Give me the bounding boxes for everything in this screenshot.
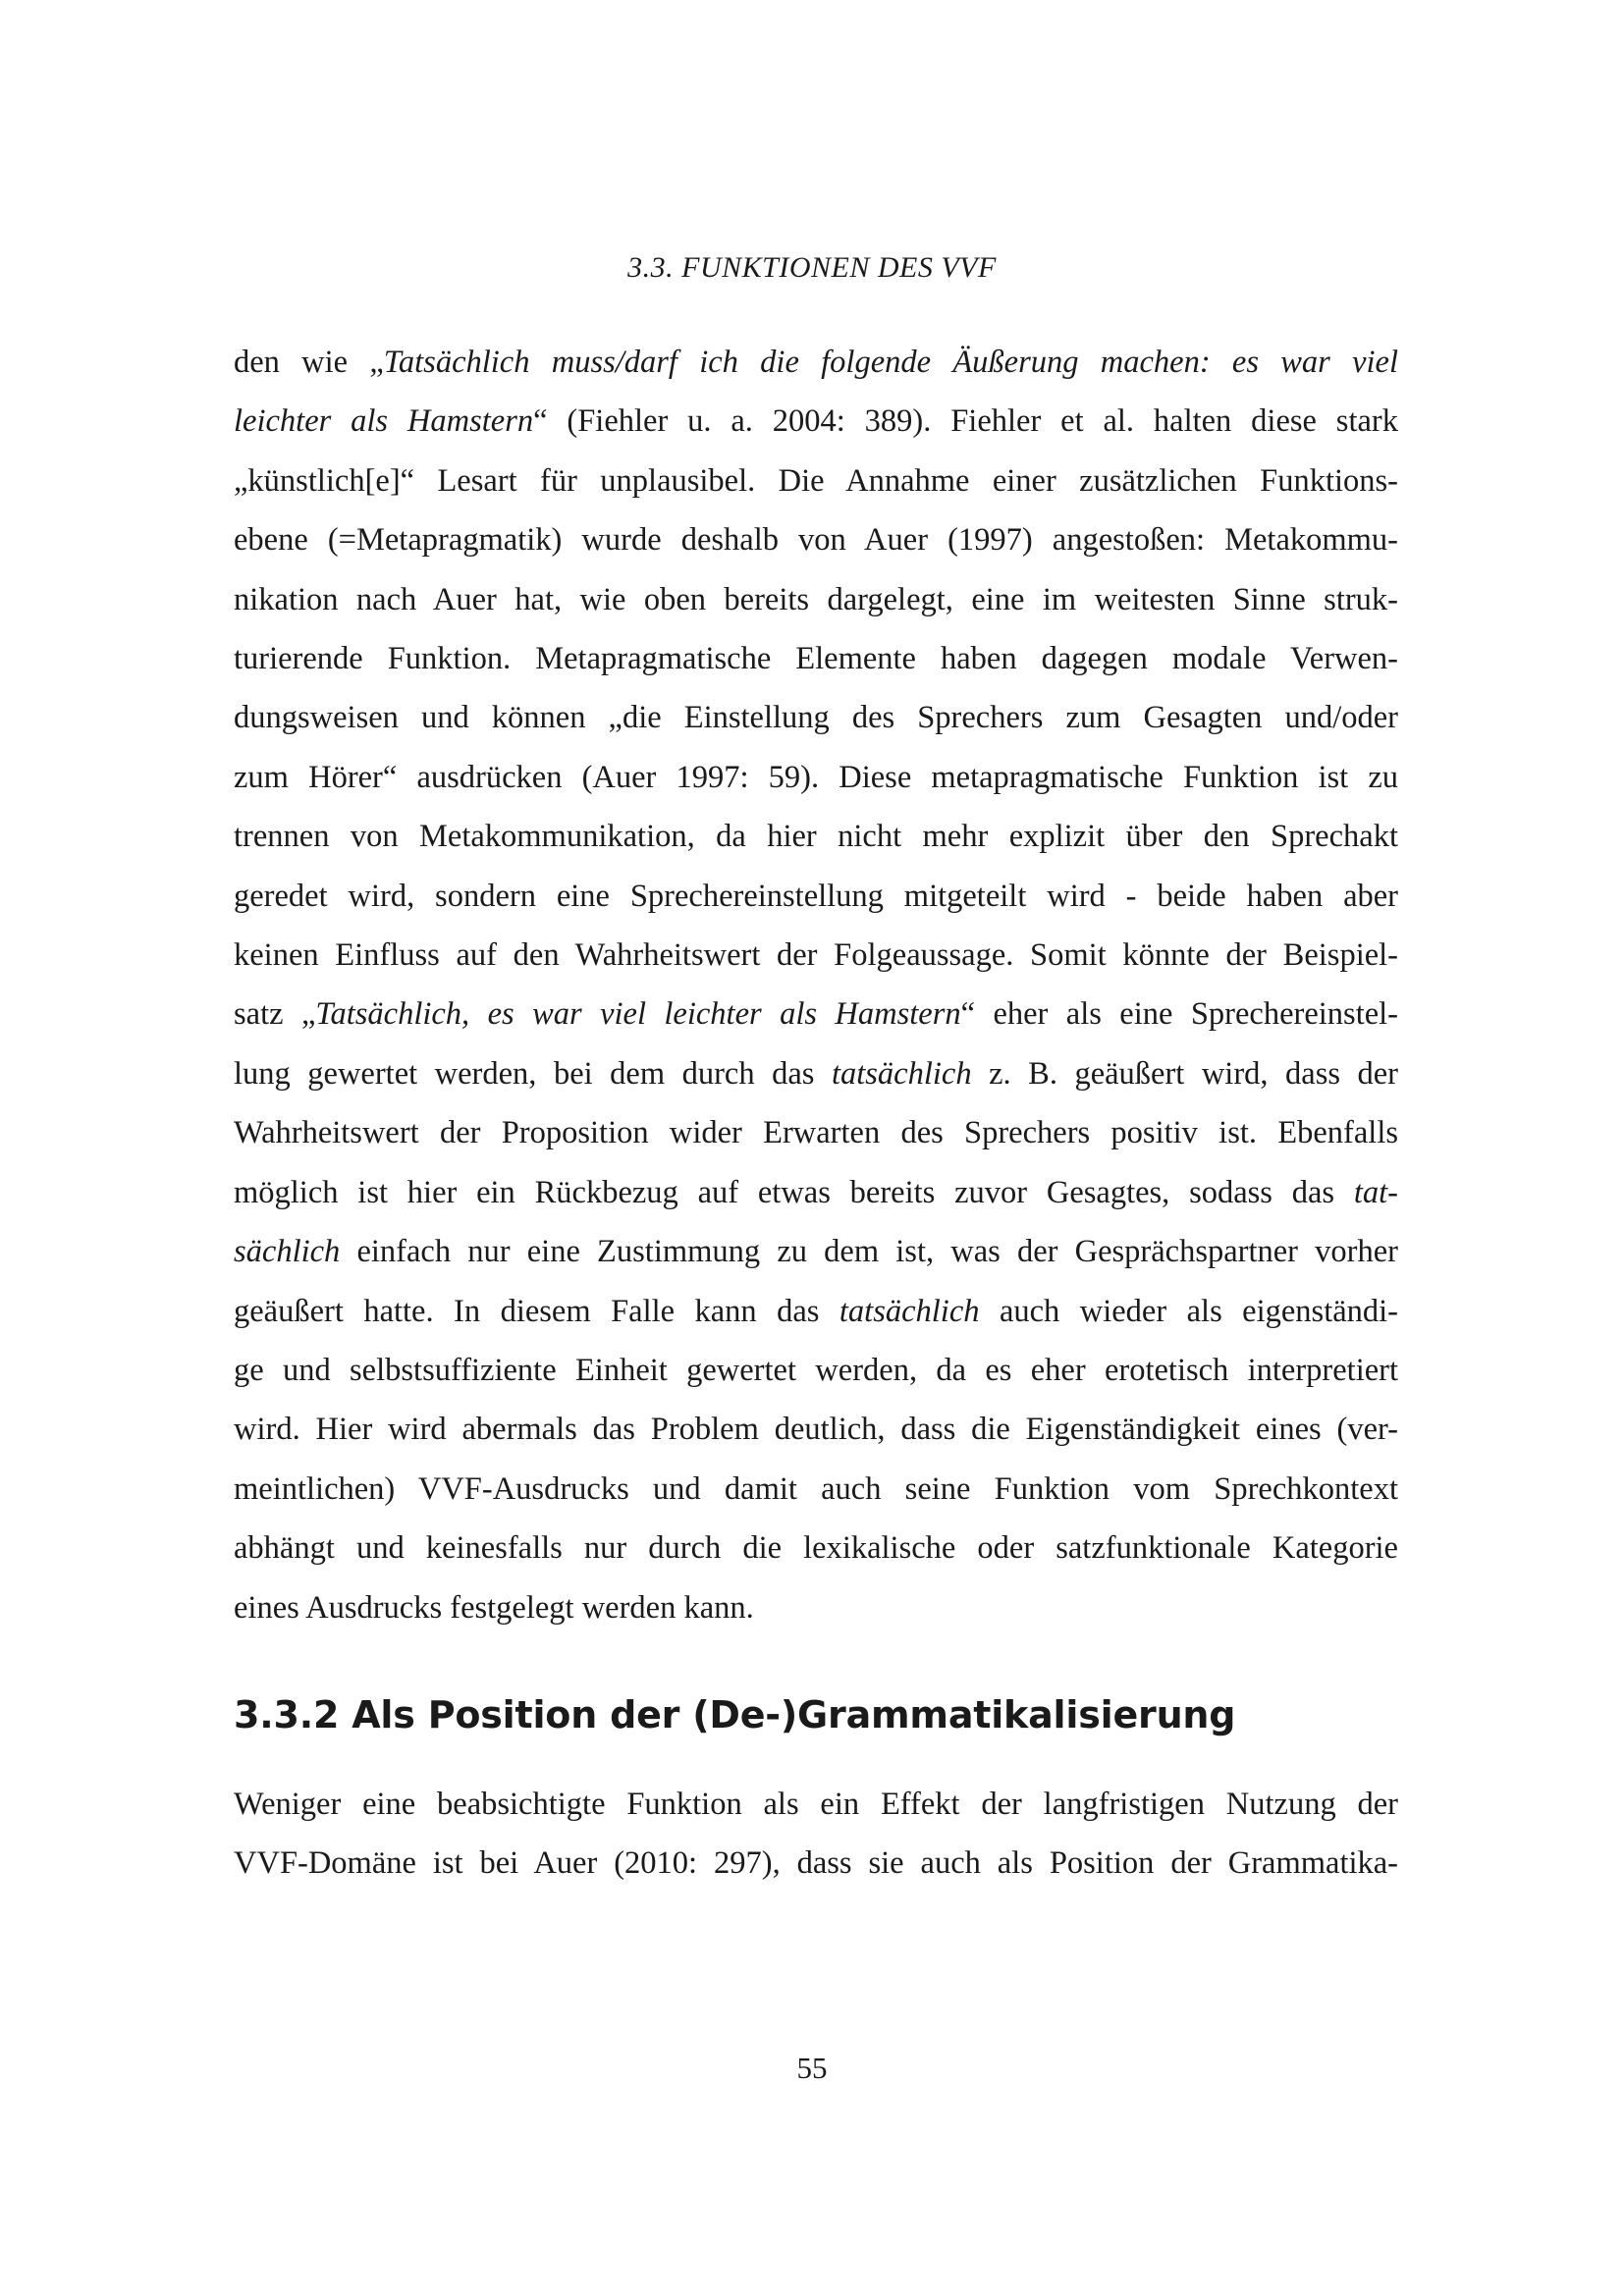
- text-line: [234, 1163, 1398, 1222]
- text-line: ge und selbstsuffiziente Einheit gewertet werden, da es eher erotetisch interpretiert: [234, 1352, 1398, 1388]
- paragraph-2-text: [234, 1775, 1398, 1894]
- text-run: z. B. geäußert wird, dass der: [971, 1055, 1399, 1092]
- quote-italic: leichter als Hamstern: [234, 403, 534, 440]
- text-line: [234, 1044, 1398, 1103]
- section-heading: 3.3.2 Als Position der (De-)Grammatikalisierung: [234, 1693, 1236, 1736]
- paragraph-1-text: [234, 333, 1398, 1637]
- text-run: “ (Fiehler u. a. 2004: 389). Fiehler et al. halten diese stark: [533, 403, 1398, 440]
- text-run: möglich ist hier ein Rückbezug auf etwas bereits zuvor Gesagtes, sodass das: [234, 1174, 1354, 1210]
- text-run: den wie „: [234, 345, 384, 380]
- page-number: 55: [796, 2051, 828, 2085]
- text-run: lung gewertet werden, bei dem durch das: [234, 1055, 832, 1092]
- running-head: 3.3. FUNKTIONEN DES VVF: [627, 251, 997, 284]
- text-line: [234, 392, 1398, 451]
- text-line: dungsweisen und können „die Einstellung des Sprechers zum Gesagten und/oder: [234, 700, 1398, 736]
- text-run: geäußert hatte. In diesem Falle kann das: [234, 1293, 839, 1329]
- paragraph-2: [234, 1775, 1398, 1894]
- text-line: Wahrheitswert der Proposition wider Erwarten des Sprechers positiv ist. Ebenfalls: [234, 1115, 1398, 1151]
- text-line: turierende Funktion. Metapragmatische Elemente haben dagegen modale Verwen-: [234, 641, 1398, 677]
- text-line: Weniger eine beabsichtigte Funktion als ein Effekt der langfristigen Nutzung der: [234, 1787, 1398, 1822]
- quote-italic: Tatsächlich, es war viel leichter als Hamstern: [315, 996, 961, 1033]
- term-italic: tatsächlich: [831, 1055, 972, 1092]
- text-run: einfach nur eine Zustimmung zu dem ist, was der Gesprächspartner vorher: [340, 1234, 1398, 1270]
- paragraph-1: [234, 333, 1398, 1637]
- text-line: keinen Einfluss auf den Wahrheitswert der Folgeaussage. Somit könnte der Beispiel-: [234, 937, 1398, 974]
- text-line: eines Ausdrucks festgelegt werden kann.: [234, 1589, 754, 1626]
- text-line: VVF-Domäne ist bei Auer (2010: 297), dass sie auch als Position der Grammatika-: [234, 1845, 1398, 1882]
- text-line: „künstlich[e]“ Lesart für unplausibel. Die Annahme einer zusätzlichen Funktions-: [234, 462, 1398, 499]
- text-line: zum Hörer“ ausdrücken (Auer 1997: 59). Diese metapragmatische Funktion ist zu: [234, 759, 1398, 795]
- text-line: trennen von Metakommunikation, da hier nicht mehr explizit über den Sprechakt: [234, 819, 1398, 855]
- quote-italic: Tatsächlich muss/darf ich die folgende Äußerung machen: es war viel: [383, 345, 1398, 380]
- text-line: [234, 1222, 1398, 1281]
- text-line: [234, 333, 1398, 392]
- text-run: satz „: [234, 996, 316, 1033]
- text-line: meintlichen) VVF-Ausdrucks und damit auch seine Funktion vom Sprechkontext: [234, 1470, 1398, 1507]
- text-line: ebene (=Metapragmatik) wurde deshalb von Auer (1997) angestoßen: Metakommu-: [234, 522, 1398, 559]
- text-line: abhängt und keinesfalls nur durch die lexikalische oder satzfunktionale Kategorie: [234, 1530, 1398, 1567]
- text-line: geredet wird, sondern eine Sprechereinstellung mitgeteilt wird - beide haben aber: [234, 878, 1398, 914]
- text-run: auch wieder als eigenständi-: [979, 1293, 1398, 1329]
- term-italic: tatsächlich: [839, 1293, 980, 1329]
- term-italic: sächlich: [234, 1234, 341, 1270]
- text-line: [234, 1282, 1398, 1341]
- text-line: [234, 985, 1398, 1043]
- text-run: “ eher als eine Sprechereinstel-: [960, 996, 1398, 1033]
- term-italic: tat-: [1353, 1174, 1398, 1210]
- text-line: wird. Hier wird abermals das Problem deutlich, dass die Eigenständigkeit eines (ver-: [234, 1412, 1398, 1448]
- text-line: nikation nach Auer hat, wie oben bereits dargelegt, eine im weitesten Sinne struk-: [234, 581, 1398, 617]
